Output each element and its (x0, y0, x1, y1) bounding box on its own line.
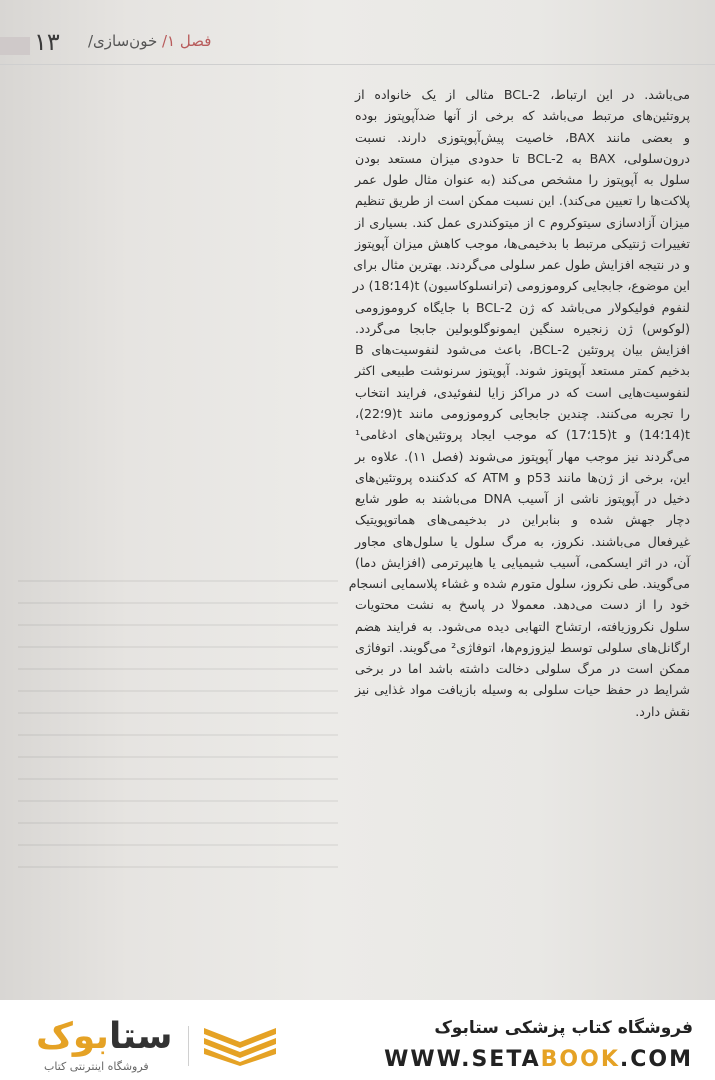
book-stack-icon (200, 1020, 280, 1066)
page-number: ۱۳ (34, 28, 60, 56)
text-line: لنفوسیت‌هایی است که در مراکز زایا لنفوئیدی، فرایند انتخاب (355, 384, 690, 400)
text-line: بدخیم کمتر مستعد آپوپتوز شوند. آپوپتوز سرنوشت طبیعی اکثر (355, 363, 690, 379)
text-line: می‌گویند. طی نکروز، سلول متورم شده و غشاء پلاسمایی انسجام (348, 576, 690, 592)
text-line: سلول نکروزیافته، ارتشاح التهابی دیده می‌شود. به فرایند هضم (355, 618, 690, 634)
text-line: را تجربه می‌کنند. چندین جابجایی کروموزومی مانند t(9؛22)، (355, 405, 690, 421)
setabook-logo[interactable] (36, 1016, 173, 1057)
text-line: شرایط در حفظ حیات سلولی به وسیله بازیافت مواد غذایی نیز (355, 682, 690, 698)
header-tab (0, 37, 30, 55)
footer-divider (188, 1026, 189, 1066)
text-line: آن، در اثر ایسکمی، آسیب شیمیایی یا هایپرترمی (افزایش دما) (355, 554, 690, 570)
store-name: فروشگاه کتاب پزشکی ستابوک (434, 1018, 693, 1038)
logo-text-accent: بوک (36, 1016, 109, 1057)
text-line: افزایش بیان پروتئین BCL-2، باعث می‌شود لنفوسیت‌های B (355, 342, 690, 358)
text-line: لنفوم فولیکولار می‌باشد که ژن BCL-2 با جایگاه کروموزومی (355, 299, 690, 315)
text-line: خود را از دست می‌دهد. معمولا در پاسخ به نشت محتویات (355, 597, 690, 613)
text-line: این، برخی از ژن‌ها مانند p53 و ATM که کدکننده پروتئین‌های (355, 469, 691, 485)
header-rule (0, 64, 715, 65)
logo-text-main: ستا (108, 1016, 173, 1057)
url-part-com: .COM (619, 1047, 693, 1072)
text-line: پلاکت‌ها را تعیین می‌کند). این نسبت ممکن است از طریق تنظیم (355, 193, 690, 209)
text-line: نقش دارد. (635, 703, 690, 719)
text-line: این موضوع، جابجایی کروموزومی (ترانسلوکاسیون) t(14؛18) در (352, 278, 690, 294)
text-line: دخیل در آپوپتوز ناشی از آسیب DNA می‌باشند به طور شایع (355, 491, 690, 507)
text-line: تغییرات ژنتیکی مرتبط با بدخیمی‌ها، موجب کاهش میزان آپوپتوز (355, 235, 690, 251)
chapter-title: خون‌سازی/ (88, 32, 162, 50)
url-part-book: BOOK (540, 1047, 620, 1072)
text-line: دچار جهش شده و بنابراین در بدخیمی‌های هماتوپویتیک (355, 512, 690, 528)
chapter-label: فصل ۱/ (161, 32, 212, 50)
text-line: سلول به آپوپتوز را مشخص می‌کند (به عنوان مثال طول عمر (355, 172, 690, 188)
text-line: می‌گردند نیز موجب مهار آپوپتوز می‌شوند (فصل ۱۱). علاوه بر (355, 448, 690, 464)
text-line: غیرفعال می‌باشند. نکروز، به مرگ سلول یا سلول‌های مجاور (355, 533, 690, 549)
body-text (348, 84, 691, 722)
running-header (88, 32, 211, 50)
text-line: ارگانل‌های سلولی توسط لیزوزوم‌ها، اتوفاژی² می‌گویند. اتوفاژی (355, 639, 690, 655)
bleed-through-shadow (18, 560, 338, 940)
text-line: پروتئین‌های مرتبط می‌باشد که برخی از آنها ضدآپوپتوز بوده (355, 108, 690, 124)
text-line: (لوکوس) ژن زنجیره سنگین ایمونوگلوبولین جابجا می‌گردد. (355, 320, 690, 336)
text-line: t(14؛14) و t(15؛17) که موجب ایجاد پروتئین‌های ادغامی¹ (355, 427, 690, 443)
text-line: ممکن است در مرگ سلولی دخالت داشته باشد اما در برخی (355, 661, 690, 677)
logo-tagline: فروشگاه اینترنتی کتاب (44, 1060, 149, 1073)
text-line: درون‌سلولی، BAX به BCL-2 تا حدودی میزان مستعد بودن (355, 150, 690, 166)
url-part-www: WWW.SETA (384, 1047, 541, 1072)
text-line: و در نتیجه افزایش طول عمر سلولی می‌گردند. بهترین مثال برای (353, 257, 690, 273)
text-line: میزان آزادسازی سیتوکروم c از میتوکندری عمل کند. بسیاری از (355, 214, 691, 230)
store-url[interactable] (384, 1047, 693, 1072)
text-line: می‌باشد. در این ارتباط، BCL-2 مثالی از یک خانواده از (355, 87, 690, 102)
text-line: و بعضی مانند BAX، خاصیت پیش‌آپوپتوزی دارند. نسبت (355, 129, 690, 145)
